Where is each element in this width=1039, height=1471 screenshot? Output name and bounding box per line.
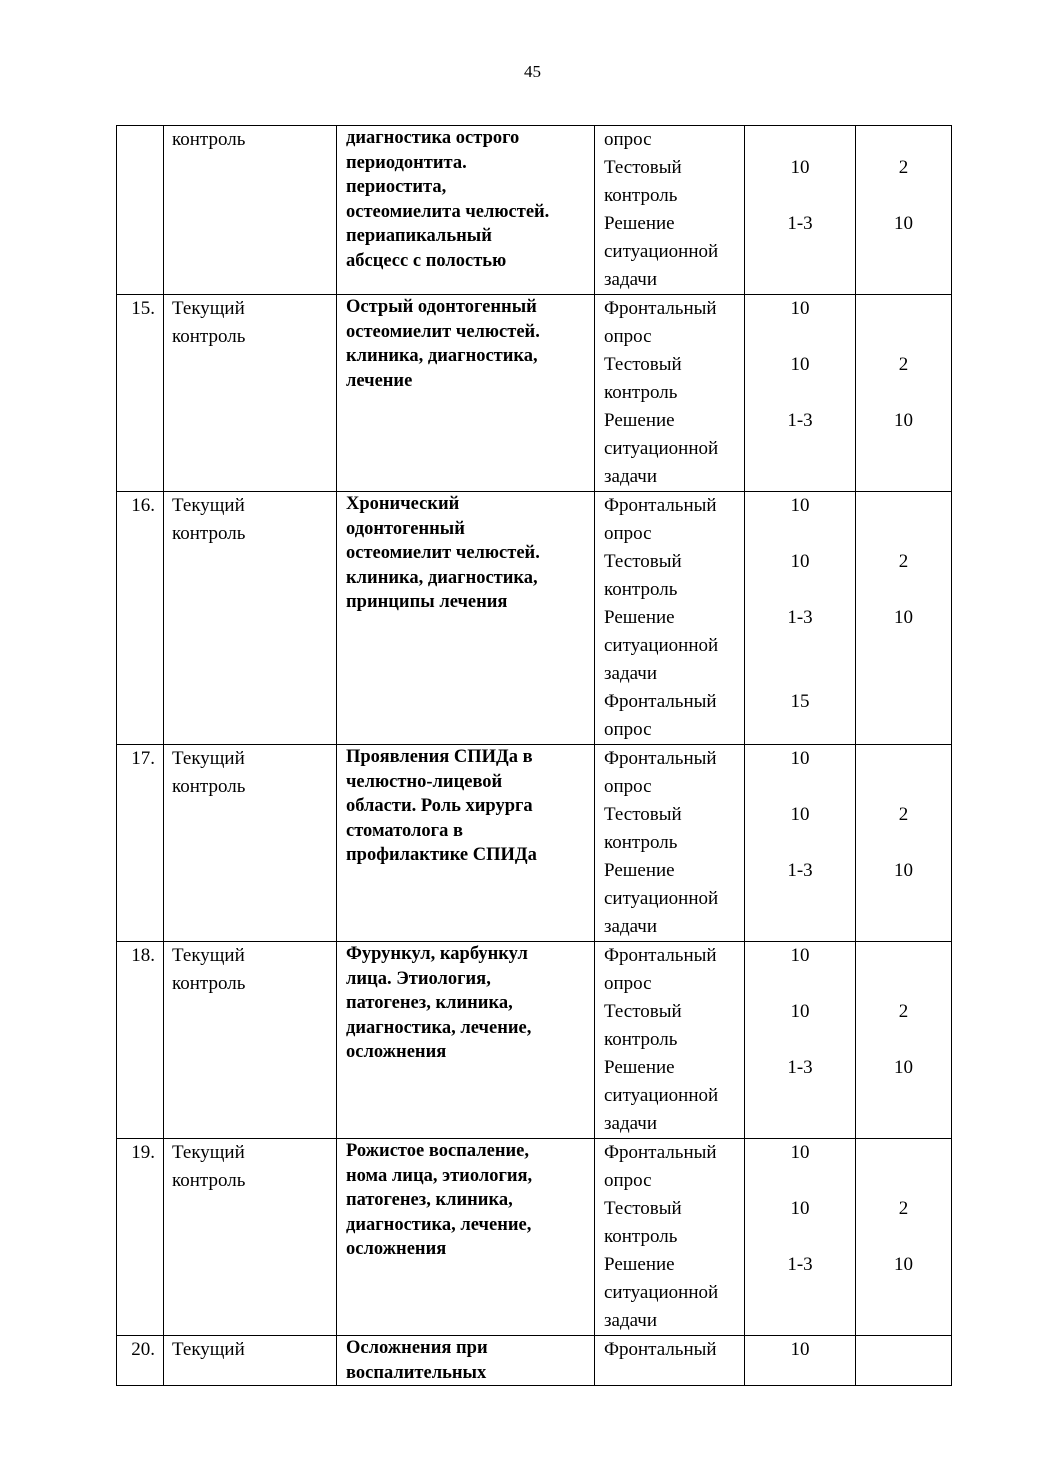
topic-line: стоматолога в [346, 820, 463, 841]
questions-count-value: 10 [790, 1142, 810, 1163]
table-row [117, 1336, 952, 1386]
questions-count-value: 10 [790, 354, 810, 375]
assessment-form-line: Фронтальный [604, 748, 717, 769]
questions-count-value: 1-3 [787, 410, 813, 431]
control-type-line: Текущий [172, 1142, 245, 1163]
row-number: 18. [117, 942, 164, 1139]
variants-count-value [856, 266, 951, 294]
control-type-line: Текущий [172, 945, 245, 966]
questions-count-value: 10 [790, 804, 810, 825]
topic [337, 1336, 595, 1386]
variants-count [856, 126, 952, 295]
table-row [117, 126, 952, 295]
variants-count-value: 10 [894, 213, 913, 234]
assessment-form [595, 745, 745, 942]
variants-count-value [856, 435, 951, 463]
assessment-form-line: опрос [604, 1170, 652, 1191]
assessment-form-line: Фронтальный [604, 691, 717, 712]
topic-line: периостита, [346, 177, 447, 197]
questions-count [745, 1139, 856, 1336]
questions-count-value [745, 266, 855, 294]
assessment-form-line: ситуационной [604, 888, 719, 909]
variants-count-value: 2 [898, 1001, 909, 1022]
row-number: 20. [117, 1336, 164, 1386]
variants-count-value: 10 [894, 410, 913, 431]
topic-line: воспалительных [346, 1362, 487, 1383]
questions-count-value: 10 [790, 298, 810, 319]
variants-count-value [856, 1307, 951, 1335]
control-type-line: контроль [172, 776, 246, 797]
table-row [117, 745, 952, 942]
topic-line: клиника, диагностика, [346, 567, 538, 588]
variants-count-value [856, 942, 951, 970]
topic-line: челюстно-лицевой [346, 771, 503, 792]
topic-line: диагностика, лечение, [346, 1214, 532, 1235]
questions-count-value [745, 238, 855, 266]
topic-line: Проявления СПИДа в [346, 747, 533, 767]
questions-count-value: 10 [790, 157, 810, 178]
control-type-line: контроль [172, 523, 246, 544]
assessment-form-line: Фронтальный [604, 298, 717, 319]
topic-line: Острый одонтогенный [346, 297, 537, 317]
page-number: 45 [524, 62, 541, 81]
questions-count-value: 10 [790, 945, 810, 966]
variants-count-value [856, 1336, 951, 1364]
questions-count-value [745, 716, 855, 744]
variants-count-value [856, 295, 951, 323]
control-type [164, 745, 337, 942]
questions-count-value [745, 1167, 855, 1195]
control-type [164, 1336, 337, 1386]
questions-count-value: 15 [790, 691, 810, 712]
topic [337, 942, 595, 1139]
assessment-form [595, 492, 745, 745]
assessment-form-line: контроль [604, 579, 678, 600]
topic-line: остеомиелита челюстей. [346, 201, 550, 222]
assessment-form-line: опрос [604, 523, 652, 544]
variants-count-value [856, 492, 951, 520]
variants-count-value [856, 688, 951, 716]
assessment-form-line: Тестовый [604, 1001, 682, 1022]
assessment-form-line: задачи [604, 466, 658, 487]
assessment-form [595, 126, 745, 295]
questions-count-value: 10 [790, 1198, 810, 1219]
assessment-form-line: опрос [604, 776, 652, 797]
variants-count-value [856, 379, 951, 407]
assessment-form-line: ситуационной [604, 241, 719, 262]
variants-count-value: 2 [898, 551, 909, 572]
topic [337, 745, 595, 942]
questions-count-value [745, 435, 855, 463]
control-type-line: контроль [172, 1170, 246, 1191]
variants-count-value [856, 238, 951, 266]
questions-count [745, 492, 856, 745]
assessment-form-line: контроль [604, 382, 678, 403]
assessment-form-line: ситуационной [604, 1282, 719, 1303]
topic [337, 492, 595, 745]
row-number: 17. [117, 745, 164, 942]
assessment-form-line: Тестовый [604, 1198, 682, 1219]
assessment-form-line: Тестовый [604, 551, 682, 572]
questions-count-value: 10 [790, 1339, 810, 1360]
variants-count-value [856, 829, 951, 857]
variants-count-value [856, 182, 951, 210]
topic-line: осложнения [346, 1042, 447, 1062]
row-number [117, 126, 164, 295]
variants-count-value: 10 [894, 607, 913, 628]
variants-count-value [856, 716, 951, 744]
assessment-form-line: задачи [604, 916, 658, 937]
variants-count-value [856, 1139, 951, 1167]
control-type [164, 126, 337, 295]
assessment-form [595, 295, 745, 492]
topic-line: периодонтита. [346, 152, 467, 173]
topic-line: диагностика, лечение, [346, 1017, 532, 1038]
assessment-form-line: ситуационной [604, 438, 719, 459]
assessment-form [595, 942, 745, 1139]
questions-count-value: 1-3 [787, 607, 813, 628]
control-type [164, 492, 337, 745]
assessment-form-line: задачи [604, 1113, 658, 1134]
questions-count [745, 942, 856, 1139]
assessment-form-line: Решение [604, 860, 675, 881]
questions-count [745, 295, 856, 492]
row-number: 15. [117, 295, 164, 492]
questions-count-value: 10 [790, 495, 810, 516]
variants-count [856, 1336, 952, 1386]
control-type-line: контроль [172, 129, 246, 150]
variants-count-value [856, 1279, 951, 1307]
questions-count-value: 10 [790, 1001, 810, 1022]
questions-count [745, 1336, 856, 1386]
assessment-form-line: Тестовый [604, 354, 682, 375]
variants-count-value [856, 970, 951, 998]
questions-count-value: 1-3 [787, 213, 813, 234]
questions-count [745, 745, 856, 942]
assessment-form-line: Решение [604, 1254, 675, 1275]
topic-line: профилактике СПИДа [346, 845, 537, 865]
questions-count [745, 126, 856, 295]
control-type [164, 942, 337, 1139]
variants-count-value: 2 [898, 804, 909, 825]
topic-line: нома лица, этиология, [346, 1165, 533, 1186]
questions-count-value [745, 126, 855, 154]
variants-count-value: 10 [894, 1254, 913, 1275]
assessment-form-line: задачи [604, 663, 658, 684]
topic-line: одонтогенный [346, 518, 465, 539]
table-row [117, 942, 952, 1139]
variants-count-value [856, 1026, 951, 1054]
assessment-form-line: ситуационной [604, 635, 719, 656]
topic-line: Рожистое воспаление, [346, 1141, 529, 1161]
variants-count-value [856, 126, 951, 154]
topic-line: периапикальный [346, 226, 492, 246]
variants-count-value [856, 1223, 951, 1251]
variants-count-value [856, 913, 951, 941]
questions-count-value [745, 660, 855, 688]
variants-count-value [856, 773, 951, 801]
assessment-form-line: Решение [604, 213, 675, 234]
variants-count-value: 10 [894, 1057, 913, 1078]
assessment-form-line: Фронтальный [604, 495, 717, 516]
assessment-form-line: контроль [604, 1226, 678, 1247]
control-type-line: контроль [172, 973, 246, 994]
assessment-form [595, 1336, 745, 1386]
topic-line: Фурункул, карбункул [346, 944, 528, 964]
variants-count-value: 2 [898, 1198, 909, 1219]
questions-count-value: 1-3 [787, 1254, 813, 1275]
questions-count-value [745, 379, 855, 407]
variants-count-value: 10 [894, 860, 913, 881]
topic-line: диагностика острого [346, 128, 520, 148]
questions-count-value [745, 829, 855, 857]
variants-count [856, 492, 952, 745]
questions-count-value: 10 [790, 551, 810, 572]
questions-count-value [745, 885, 855, 913]
control-type-line: контроль [172, 326, 246, 347]
variants-count-value [856, 520, 951, 548]
table-row [117, 1139, 952, 1336]
row-number: 19. [117, 1139, 164, 1336]
variants-count-value [856, 660, 951, 688]
variants-count-value [856, 463, 951, 491]
topic-line: остеомиелит челюстей. [346, 543, 540, 563]
variants-count-value: 2 [898, 354, 909, 375]
questions-count-value [745, 182, 855, 210]
table-row [117, 492, 952, 745]
topic-line: абсцесс с полостью [346, 250, 507, 271]
variants-count-value: 2 [898, 157, 909, 178]
topic [337, 126, 595, 295]
topic-line: лечение [346, 370, 413, 391]
variants-count [856, 942, 952, 1139]
assessment-form-line: опрос [604, 326, 652, 347]
control-type-line: Текущий [172, 1339, 245, 1360]
topic-line: патогенез, клиника, [346, 993, 513, 1013]
variants-count-value [856, 1167, 951, 1195]
assessment-table [116, 125, 952, 1386]
questions-count-value [745, 1082, 855, 1110]
questions-count-value [745, 1110, 855, 1138]
variants-count-value [856, 576, 951, 604]
topic [337, 295, 595, 492]
topic-line: принципы лечения [346, 592, 508, 612]
variants-count-value [856, 323, 951, 351]
variants-count-value [856, 885, 951, 913]
assessment-form-line: Тестовый [604, 804, 682, 825]
topic-line: лица. Этиология, [346, 968, 491, 989]
questions-count-value: 1-3 [787, 1057, 813, 1078]
assessment-form-line: Фронтальный [604, 1339, 717, 1360]
questions-count-value [745, 773, 855, 801]
variants-count [856, 1139, 952, 1336]
variants-count [856, 295, 952, 492]
questions-count-value [745, 970, 855, 998]
assessment-form-line: ситуационной [604, 1085, 719, 1106]
assessment-form-line: задачи [604, 1310, 658, 1331]
assessment-form-line: опрос [604, 129, 652, 150]
questions-count-value [745, 1279, 855, 1307]
assessment-form-line: задачи [604, 269, 658, 290]
topic-line: осложнения [346, 1239, 447, 1259]
control-type [164, 1139, 337, 1336]
questions-count-value [745, 632, 855, 660]
questions-count-value: 10 [790, 748, 810, 769]
assessment-form-line: опрос [604, 719, 652, 740]
questions-count-value [745, 323, 855, 351]
assessment-form-line: Тестовый [604, 157, 682, 178]
table-row [117, 295, 952, 492]
variants-count-value [856, 1110, 951, 1138]
control-type-line: Текущий [172, 298, 245, 319]
assessment-form-line: Фронтальный [604, 945, 717, 966]
topic [337, 1139, 595, 1336]
assessment-form-line: Решение [604, 1057, 675, 1078]
assessment-form-line: контроль [604, 185, 678, 206]
assessment-form-line: опрос [604, 973, 652, 994]
assessment-form-line: Фронтальный [604, 1142, 717, 1163]
variants-count-value [856, 1082, 951, 1110]
variants-count-value [856, 745, 951, 773]
assessment-form-line: Решение [604, 410, 675, 431]
questions-count-value [745, 1223, 855, 1251]
variants-count [856, 745, 952, 942]
questions-count-value [745, 463, 855, 491]
assessment-form-line: контроль [604, 1029, 678, 1050]
questions-count-value [745, 576, 855, 604]
questions-count-value [745, 1026, 855, 1054]
questions-count-value [745, 1307, 855, 1335]
questions-count-value: 1-3 [787, 860, 813, 881]
topic-line: патогенез, клиника, [346, 1190, 513, 1210]
topic-line: остеомиелит челюстей. [346, 321, 540, 342]
assessment-form-line: контроль [604, 832, 678, 853]
topic-line: Хронический [346, 494, 460, 514]
assessment-form-line: Решение [604, 607, 675, 628]
variants-count-value [856, 632, 951, 660]
control-type-line: Текущий [172, 748, 245, 769]
topic-line: клиника, диагностика, [346, 346, 538, 366]
control-type [164, 295, 337, 492]
topic-line: Осложнения при [346, 1338, 488, 1358]
assessment-form [595, 1139, 745, 1336]
questions-count-value [745, 520, 855, 548]
row-number: 16. [117, 492, 164, 745]
questions-count-value [745, 913, 855, 941]
topic-line: области. Роль хирурга [346, 796, 533, 816]
control-type-line: Текущий [172, 495, 245, 516]
